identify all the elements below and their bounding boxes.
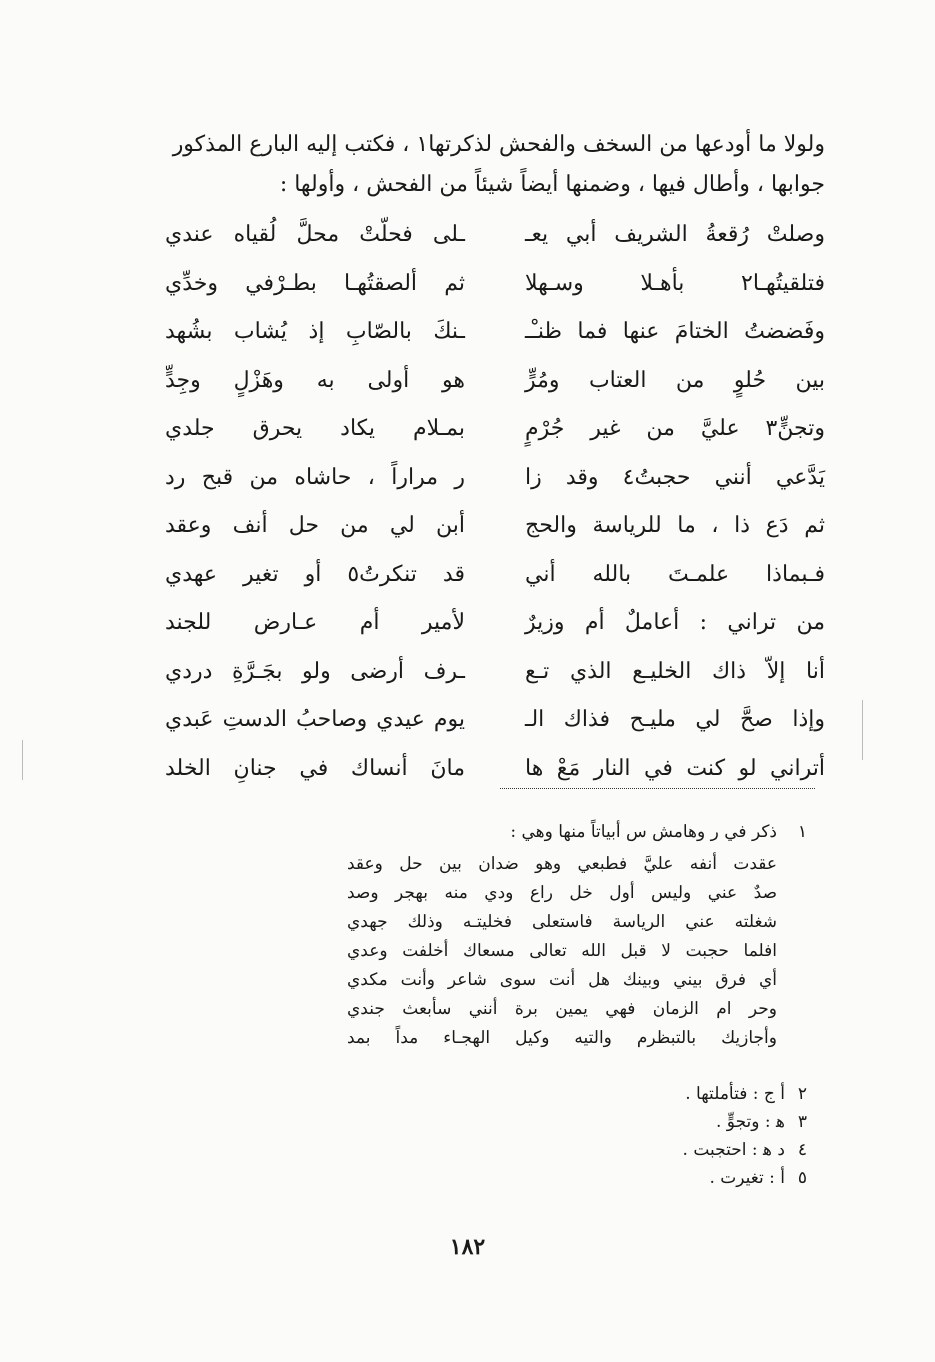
footnote-verse	[207, 995, 777, 1024]
footnote-verse	[207, 908, 777, 937]
footnote-3	[683, 1108, 807, 1136]
verse-4	[165, 368, 825, 417]
page-number: ١٨٢	[449, 1234, 486, 1260]
hemistich-left: ـلى فحلّتْ محلَّ لُقياه عندي	[165, 222, 465, 247]
hemistich-left: ر مراراً ، حاشاه من قبح رد	[165, 464, 465, 490]
footnote-number: ٥	[797, 1168, 807, 1188]
hemistich-right: أتراني لو كنت في النار مَعْ ها	[525, 755, 825, 781]
verse-3	[165, 319, 825, 368]
verse-2	[165, 271, 825, 320]
verse-8	[165, 562, 825, 611]
verse-9	[165, 610, 825, 659]
footnote-4	[683, 1136, 807, 1164]
footnote-1	[207, 818, 807, 1053]
hemistich-right: وفَضضتُ الختامَ عنها فما ظنـْـ	[525, 319, 825, 344]
footnote-number: ٣	[797, 1112, 807, 1132]
hemistich-right: وصلتْ رُقعةُ الشريف أبي يعـ	[525, 222, 825, 247]
footnote-verse-text: عقدت أنفه عليَّ فطبعي وهو ضدان بين حل وعقد	[347, 854, 777, 874]
footnote-text: أ ج : فتأملتها .	[685, 1084, 785, 1104]
hemistich-left: أبن لي من حل أنف وعقد	[165, 513, 465, 538]
hemistich-right: فـبماذا علمـتَ بالله أني	[525, 561, 825, 587]
footnote-text: أ : تغيرت .	[709, 1168, 785, 1188]
footnote-text: ﻫ : وتجوٍّ .	[715, 1112, 785, 1132]
footnote-verse-text: صدٌ عني وليس أول خل راع ودي منه بهجر وصد	[347, 883, 777, 903]
footnote-divider	[500, 788, 815, 789]
scan-edge-mark	[22, 740, 23, 780]
hemistich-right: وإذا صحَّ لي مليـح فذاك الـ	[525, 707, 825, 732]
hemistich-left: ثم ألصقتُهـا بطـرْفي وخدِّي	[165, 270, 465, 296]
footnote-verse	[207, 1024, 777, 1053]
footnote-number: ٤	[797, 1140, 807, 1160]
hemistich-left: قد تنكرتُ٥ أو تغير عهدي	[165, 561, 465, 587]
verse-10	[165, 659, 825, 708]
hemistich-right: أنا إلاّ ذاك الخليـع الذي تـع	[525, 658, 825, 684]
verse-6	[165, 465, 825, 514]
footnotes-list	[683, 1080, 807, 1192]
verse-11	[165, 707, 825, 756]
hemistich-left: ـنكَ بالصّابِ إذ يُشاب بشُهد	[165, 319, 465, 344]
footnote-5	[683, 1164, 807, 1192]
hemistich-left: ـرف أرضى ولو بجَـرَّةِ دردي	[165, 658, 465, 684]
verse-1	[165, 222, 825, 271]
verse-7	[165, 513, 825, 562]
hemistich-right: ثم دَع ذا ، ما للرياسة والحج	[525, 513, 825, 538]
intro-line-2: جوابها ، وأطال فيها ، وضمنها أيضاً شيئاً من الفحش ، وأولها :	[279, 172, 825, 197]
footnote-number: ١	[797, 822, 807, 842]
hemistich-right: فتلقيتُهـا٢ بأهـلا وسـهلا	[525, 270, 825, 296]
hemistich-left: يوم عيدي وصاحبُ الدستِ عَبدي	[165, 707, 465, 732]
hemistich-left: هو أولى به وهَزْلٍ وجِدٍّ	[165, 367, 465, 393]
scan-edge-mark	[862, 700, 863, 760]
footnote-number: ٢	[797, 1084, 807, 1104]
footnote-verse	[207, 937, 777, 966]
intro-paragraph	[120, 125, 825, 205]
footnote-verse	[207, 850, 777, 879]
hemistich-right: وتجنٍّ٣ عليَّ من غير جُرْمٍ	[525, 416, 825, 441]
verse-12	[165, 756, 825, 805]
footnote-verse-text: وحر ام الزمان فهي يمين برة أنني سأبعث جندي	[347, 999, 777, 1019]
hemistich-left: بمـلام يكاد يحرق جلدي	[165, 416, 465, 441]
footnote-verse-text: افلما حجبت لا قبل الله تعالى مسعاك أخلفت وعدي	[347, 941, 777, 961]
footnote-verse	[207, 966, 777, 995]
footnote-1-text: ذكر في ر وهامش س أبياتاً منها وهي :	[510, 822, 777, 842]
verse-5	[165, 416, 825, 465]
footnote-text: د ﻫ : احتجبت .	[682, 1140, 785, 1160]
footnote-verse	[207, 879, 777, 908]
footnote-1-heading	[207, 818, 807, 846]
hemistich-right: يَدَّعي أنني حجبتُ٤ وقد زا	[525, 464, 825, 490]
hemistich-left: لأمير أم عـارض للجند	[165, 610, 465, 635]
footnote-verse-text: شغلته عني الرياسة فاستعلى فخليتـه وذلك جهدي	[347, 912, 777, 932]
hemistich-left: مانَ أنساك في جنانِ الخلد	[165, 755, 465, 781]
footnote-verse-text: أي فرق بيني وبينك هل أنت سوى شاعر وأنت مكدي	[347, 970, 777, 990]
hemistich-right: من تراني : أعاملٌ أم وزيرٌ	[525, 610, 825, 635]
footnote-2	[683, 1080, 807, 1108]
intro-line-1: ولولا ما أودعها من السخف والفحش لذكرتها١ ، فكتب إليه البارع المذكور	[172, 132, 825, 157]
poem	[165, 222, 825, 804]
hemistich-right: بين حُلوٍ من العتاب ومُرٍّ	[525, 367, 825, 393]
footnote-verse-text: وأجازيك بالتبظرم والتيه وكيل الهجـاء مداً بمد	[347, 1028, 777, 1048]
